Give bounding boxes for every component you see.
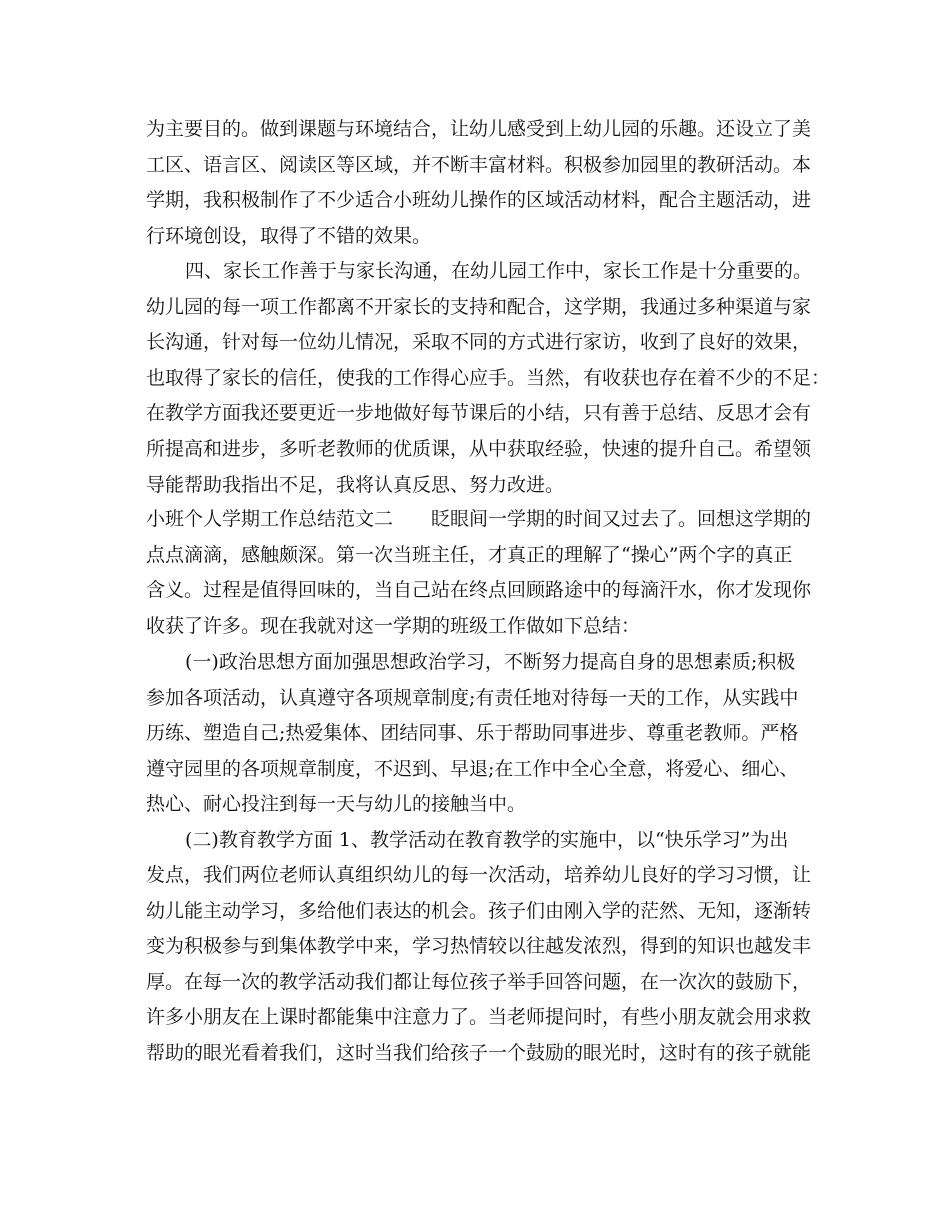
text-line: 行环境创设，取得了不错的效果。 (146, 225, 432, 247)
text-line: 长沟通，针对每一位幼儿情况，采取不同的方式进行家访，收到了良好的效果， (146, 331, 812, 353)
text-line: 许多小朋友在上课时都能集中注意力了。当老师提问时，有些小朋友就会用求救 (146, 1006, 812, 1028)
text-line: 在教学方面我还要更近一步地做好每节课后的小结，只有善于总结、反思才会有 (146, 402, 812, 424)
text-line: 导能帮助我指出不足，我将认真反思、努力改进。 (146, 474, 565, 496)
text-line: 热心、耐心投注到每一天与幼儿的接触当中。 (146, 793, 527, 815)
text-line: 为主要目的。做到课题与环境结合，让幼儿感受到上幼儿园的乐趣。还设立了美 (146, 118, 812, 140)
text-line: 幼儿园的每一项工作都离不开家长的支持和配合，这学期，我通过多种渠道与家 (146, 296, 812, 318)
text-line: 厚。在每一次的教学活动我们都让每位孩子举手回答问题，在一次次的鼓励下， (146, 971, 812, 993)
text-line: (一)政治思想方面加强思想政治学习，不断努力提高自身的思想素质;积极 (185, 651, 796, 673)
text-line: 学期，我积极制作了不少适合小班幼儿操作的区域活动材料，配合主题活动，进 (146, 189, 812, 211)
text-line: 遵守园里的各项规章制度，不迟到、早退;在工作中全心全意，将爱心、细心、 (146, 758, 799, 780)
text-line: 幼儿能主动学习，多给他们表达的机会。孩子们由刚入学的茫然、无知，逐渐转 (146, 900, 812, 922)
text-line: 发点，我们两位老师认真组织幼儿的每一次活动，培养幼儿良好的学习习惯，让 (146, 864, 812, 886)
text-line: 历练、塑造自己;热爱集体、团结同事、乐于帮助同事进步、尊重老教师。严格 (146, 722, 799, 744)
text-line: 所提高和进步，多听老教师的优质课，从中获取经验，快速的提升自己。希望领 (146, 438, 812, 460)
text-line: 含义。过程是值得回味的，当自己站在终点回顾路途中的每滴汗水，你才发现你 (146, 579, 812, 601)
text-line: 四、家长工作善于与家长沟通，在幼儿园工作中，家长工作是十分重要的。 (185, 260, 813, 282)
text-line: 帮助的眼光看着我们，这时当我们给孩子一个鼓励的眼光时，这时有的孩子就能 (146, 1042, 812, 1064)
text-line: 工区、语言区、阅读区等区域，并不断丰富材料。积极参加园里的教研活动。本 (146, 154, 812, 176)
text-line: 也取得了家长的信任，使我的工作得心应手。当然，有收获也存在着不少的不足： (146, 367, 831, 389)
text-line: 小班个人学期工作总结范文二 眨眼间一学期的时间又过去了。回想这学期的 (146, 508, 812, 530)
text-line: (二)教育教学方面 1、教学活动在教育教学的实施中，以“快乐学习”为出 (185, 829, 789, 851)
text-line: 点点滴滴，感触颇深。第一次当班主任，才真正的理解了“操心”两个字的真正 (146, 544, 793, 566)
text-line: 参加各项活动，认真遵守各项规章制度;有责任地对待每一天的工作，从实践中 (146, 687, 799, 709)
text-line: 变为积极参与到集体教学中来，学习热情较以往越发浓烈，得到的知识也越发丰 (146, 935, 812, 957)
text-line: 收获了许多。现在我就对这一学期的班级工作做如下总结： (146, 615, 641, 637)
